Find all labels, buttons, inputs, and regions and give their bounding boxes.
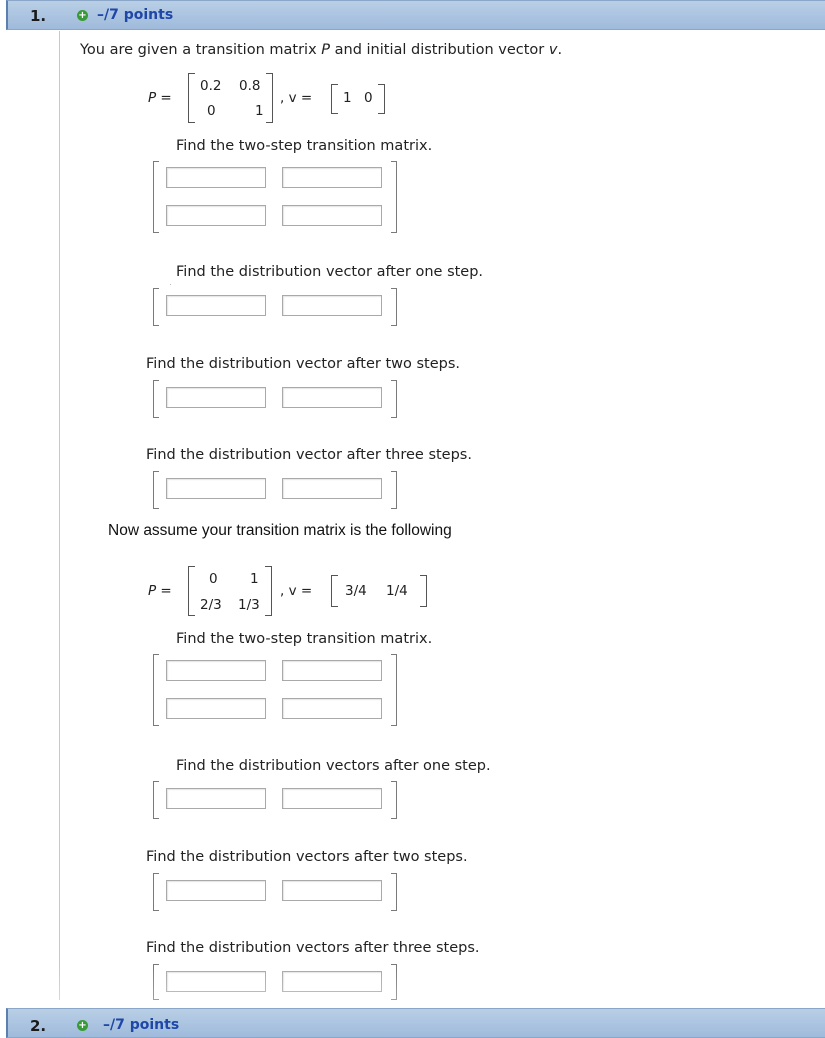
p2-v-label: , v = — [280, 583, 313, 599]
p1-one-step-input-2[interactable] — [282, 295, 382, 316]
p2-one-step-input-2[interactable] — [282, 788, 382, 809]
p2-answer-matrix-left-bracket — [153, 654, 159, 726]
p1-m11: 0.2 — [200, 78, 222, 94]
p2-two-step-input-11[interactable] — [166, 660, 266, 681]
p1-vector-right-bracket — [378, 84, 385, 114]
p1-two-step-input-22[interactable] — [282, 205, 382, 226]
p2-two-steps-question: Find the distribution vectors after two steps. — [146, 849, 468, 865]
p1-vector-left-bracket — [331, 84, 338, 114]
p2-one-step-input-1[interactable] — [166, 788, 266, 809]
p1-two-left-bracket — [153, 380, 159, 418]
question-2-number: 2. — [30, 1017, 47, 1035]
points-label[interactable]: –/7 points — [97, 7, 174, 23]
question-left-rule — [59, 31, 60, 1000]
p1-answer-matrix-left-bracket — [153, 161, 159, 233]
p2-one-right-bracket — [391, 781, 397, 819]
p1-two-steps-input-2[interactable] — [282, 387, 382, 408]
p1-v-label: , v = — [280, 90, 313, 106]
p1-two-step-input-11[interactable] — [166, 167, 266, 188]
p2-matrix-left-bracket — [188, 566, 195, 616]
expand-plus-icon[interactable]: + — [78, 10, 87, 21]
p1-one-right-bracket — [391, 288, 397, 326]
p2-two-left-bracket — [153, 873, 159, 911]
p1-three-steps-input-2[interactable] — [282, 478, 382, 499]
p2-two-step-input-22[interactable] — [282, 698, 382, 719]
p2-vector-right-bracket — [420, 575, 427, 607]
intro-text: You are given a transition matrix P and initial distribution vector v. — [80, 42, 563, 58]
question-1-header — [6, 0, 825, 30]
p1-two-steps-question: Find the distribution vector after two steps. — [146, 356, 461, 372]
p2-two-steps-input-2[interactable] — [282, 880, 382, 901]
p1-one-step-question: Find the distribution vector after one step. — [176, 264, 484, 280]
p1-two-step-input-21[interactable] — [166, 205, 266, 226]
p1-v2: 0 — [364, 90, 373, 106]
p2-one-left-bracket — [153, 781, 159, 819]
p2-two-step-input-21[interactable] — [166, 698, 266, 719]
p2-three-steps-question: Find the distribution vectors after three steps. — [146, 940, 480, 956]
p1-matrix-right-bracket — [266, 73, 273, 123]
p2-two-step-question: Find the two-step transition matrix. — [176, 631, 433, 647]
p1-two-right-bracket — [391, 380, 397, 418]
p1-two-step-input-12[interactable] — [282, 167, 382, 188]
p2-matrix-right-bracket — [265, 566, 272, 616]
question-number: 1. — [30, 7, 47, 25]
p1-m21: 0 — [207, 103, 216, 119]
p1-three-steps-question: Find the distribution vector after three steps. — [146, 447, 472, 463]
p2-P-label: P = — [148, 583, 172, 599]
p1-three-steps-input-1[interactable] — [166, 478, 266, 499]
p2-one-step-question: Find the distribution vectors after one step. — [176, 758, 491, 774]
p1-two-steps-input-1[interactable] — [166, 387, 266, 408]
expand-plus-icon-2[interactable]: + — [78, 1020, 87, 1031]
p2-v1: 3/4 — [345, 583, 367, 599]
p1-two-step-question: Find the two-step transition matrix. — [176, 138, 433, 154]
question-2-header — [6, 1008, 825, 1038]
p1-one-left-bracket — [153, 288, 159, 326]
points-label-2[interactable]: –/7 points — [103, 1017, 180, 1033]
p1-v1: 1 — [343, 90, 352, 106]
p1-m22: 1 — [255, 103, 264, 119]
dot-mark — [170, 284, 171, 285]
p2-v2: 1/4 — [386, 583, 408, 599]
bottom-fade — [0, 968, 825, 1008]
now-assume-text: Now assume your transition matrix is the following — [108, 522, 452, 539]
p2-vector-left-bracket — [331, 575, 338, 607]
p1-three-left-bracket — [153, 471, 159, 509]
p2-m21: 2/3 — [200, 597, 222, 613]
p2-two-step-input-12[interactable] — [282, 660, 382, 681]
p2-m11: 0 — [209, 571, 218, 587]
p2-two-steps-input-1[interactable] — [166, 880, 266, 901]
p1-m12: 0.8 — [239, 78, 261, 94]
p2-answer-matrix-right-bracket — [391, 654, 397, 726]
p2-m22: 1/3 — [238, 597, 260, 613]
p2-m12: 1 — [250, 571, 259, 587]
p2-two-right-bracket — [391, 873, 397, 911]
p1-P-label: P = — [148, 90, 172, 106]
p1-answer-matrix-right-bracket — [391, 161, 397, 233]
p1-three-right-bracket — [391, 471, 397, 509]
p1-matrix-left-bracket — [188, 73, 195, 123]
p1-one-step-input-1[interactable] — [166, 295, 266, 316]
